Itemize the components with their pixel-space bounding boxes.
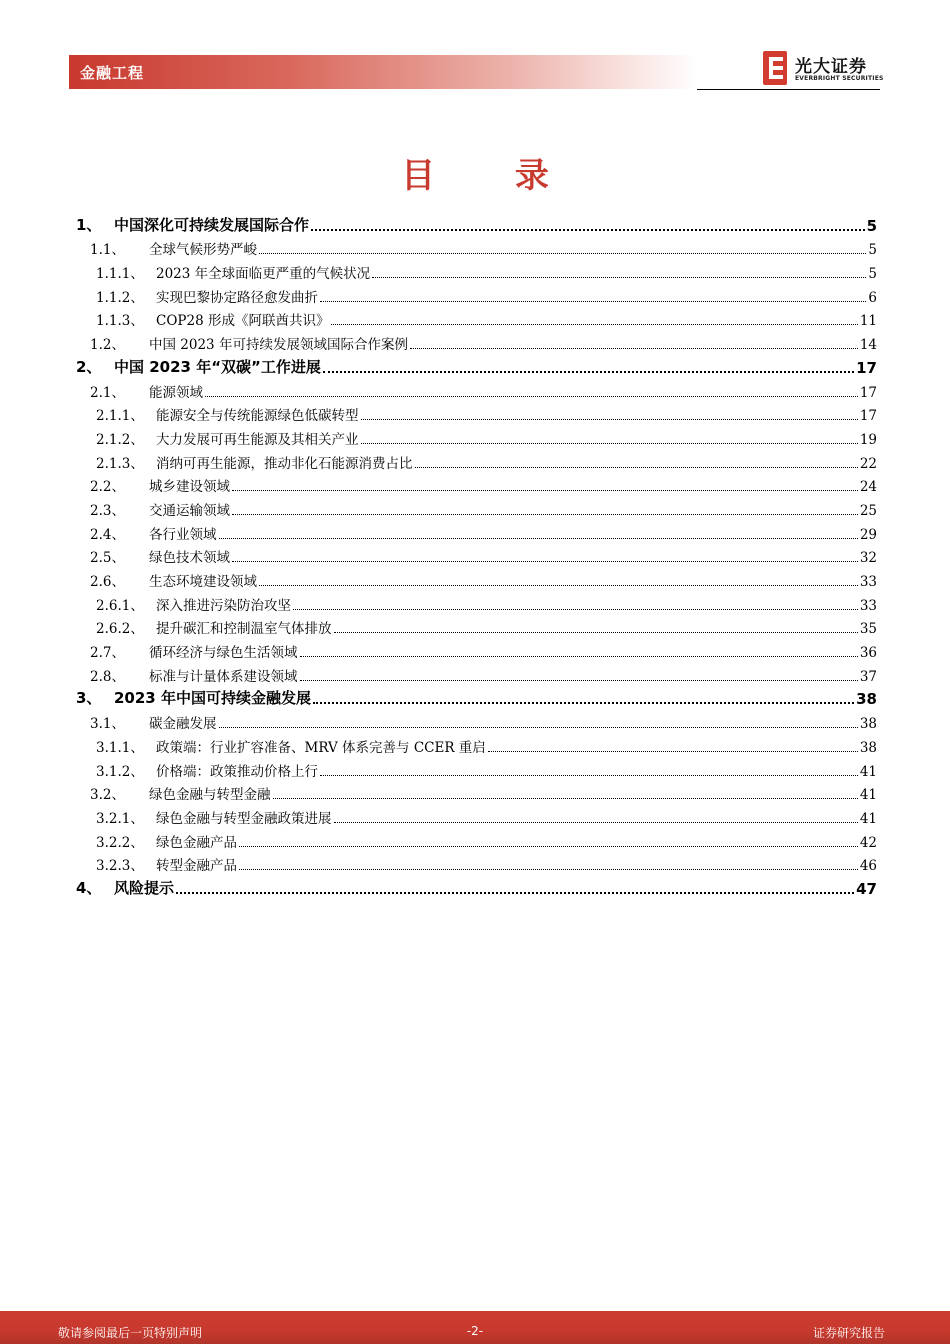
toc-entry[interactable] [71, 472, 877, 496]
toc-dot-leader [313, 701, 854, 704]
toc-entry-number: 2.6.1、 [96, 597, 144, 614]
toc-entry[interactable] [71, 211, 877, 235]
toc-entry-title: 风险提示 [114, 878, 175, 897]
toc-dot-leader [259, 252, 866, 254]
toc-entry[interactable] [71, 306, 877, 330]
toc-entry-title: 绿色金融与转型金融 [149, 787, 271, 804]
toc-entry-number: 3、 [76, 689, 102, 708]
toc-entry-page: 11 [859, 313, 877, 330]
toc-entry[interactable] [71, 637, 877, 661]
toc-entry-number: 2.7、 [90, 645, 125, 662]
toc-entry[interactable] [71, 803, 877, 827]
header-rule [697, 89, 880, 90]
toc-entry[interactable] [71, 732, 877, 756]
toc-entry-page: 5 [868, 242, 877, 259]
toc-entry-number: 2.1.1、 [96, 408, 144, 425]
toc-entry[interactable] [71, 874, 877, 898]
toc-entry[interactable] [71, 329, 877, 353]
toc-entry-number: 3.1.1、 [96, 739, 144, 756]
toc-dot-leader [488, 750, 858, 752]
toc-entry-title: 实现巴黎协定路径愈发曲折 [156, 289, 318, 306]
toc-dot-leader [205, 395, 858, 397]
toc-entry-title: 转型金融产品 [156, 858, 237, 875]
toc-entry[interactable] [71, 756, 877, 780]
toc-entry-number: 3.2.1、 [96, 810, 144, 827]
toc-entry-number: 2.6.2、 [96, 621, 144, 638]
toc-entry-number: 2.1、 [90, 384, 125, 401]
toc-entry-page: 22 [859, 455, 877, 472]
toc-entry-page: 33 [859, 597, 877, 614]
header-section-label: 金融工程 [80, 64, 145, 82]
toc-entry-title: 大力发展可再生能源及其相关产业 [156, 431, 359, 448]
toc-entry[interactable] [71, 851, 877, 875]
toc-entry[interactable] [71, 519, 877, 543]
toc-dot-leader [219, 726, 858, 728]
toc-entry-title: 提升碳汇和控制温室气体排放 [156, 621, 332, 638]
toc-entry[interactable] [71, 685, 877, 709]
toc-entry-page: 38 [859, 716, 877, 733]
toc-dot-leader [334, 631, 858, 633]
toc-entry[interactable] [71, 235, 877, 259]
toc-entry[interactable] [71, 282, 877, 306]
table-of-contents [71, 211, 877, 898]
page-title: 目 录 [401, 156, 583, 196]
toc-entry-title: 深入推进污染防治攻坚 [156, 597, 291, 614]
toc-entry[interactable] [71, 566, 877, 590]
toc-entry-page: 17 [859, 408, 877, 425]
toc-entry-page: 32 [859, 550, 877, 567]
toc-entry-title: 中国 2023 年可持续发展领域国际合作案例 [149, 337, 408, 354]
toc-dot-leader [415, 466, 858, 468]
brand-mark-icon [763, 51, 787, 85]
toc-entry-page: 5 [868, 266, 877, 283]
toc-entry[interactable] [71, 495, 877, 519]
toc-entry-number: 3.2.2、 [96, 834, 144, 851]
toc-dot-leader [300, 655, 858, 657]
toc-entry[interactable] [71, 258, 877, 282]
toc-entry-title: 2023 年中国可持续金融发展 [114, 689, 311, 708]
toc-entry-title: 中国 2023 年“双碳”工作进展 [114, 357, 321, 376]
toc-dot-leader [300, 679, 858, 681]
toc-entry-number: 3.1、 [90, 716, 125, 733]
toc-entry-title: 绿色金融产品 [156, 834, 237, 851]
toc-entry-number: 2、 [76, 357, 102, 376]
toc-entry-page: 38 [859, 739, 877, 756]
toc-dot-leader [232, 513, 858, 515]
toc-entry-number: 2.1.2、 [96, 431, 144, 448]
toc-entry-title: 全球气候形势严峻 [149, 242, 257, 259]
toc-entry-number: 2.6、 [90, 574, 125, 590]
toc-entry-page: 38 [856, 690, 877, 709]
toc-entry-title: 政策端：行业扩容准备、MRV 体系完善与 CCER 重启 [156, 739, 486, 756]
toc-dot-leader [259, 584, 858, 586]
toc-entry[interactable] [71, 424, 877, 448]
footer-disclaimer: 敬请参阅最后一页特别声明 [58, 1326, 203, 1340]
toc-entry-title: 中国深化可持续发展国际合作 [114, 215, 310, 234]
toc-entry-page: 41 [859, 810, 877, 827]
toc-dot-leader [334, 821, 858, 823]
toc-dot-leader [232, 560, 858, 562]
toc-entry-title: 标准与计量体系建设领域 [149, 668, 298, 685]
toc-entry-page: 25 [859, 502, 877, 519]
toc-dot-leader [323, 370, 854, 373]
brand-name-cn: 光大证券 [795, 57, 867, 77]
toc-entry-page: 17 [859, 384, 877, 401]
toc-entry-number: 1.1.1、 [96, 266, 144, 283]
toc-entry-number: 4、 [76, 878, 102, 897]
toc-entry-title: COP28 形成《阿联酋共识》 [156, 313, 330, 330]
toc-entry-title: 能源领域 [149, 384, 203, 401]
toc-entry-page: 35 [859, 621, 877, 638]
toc-entry-title: 绿色金融与转型金融政策进展 [156, 810, 332, 827]
toc-entry-title: 交通运输领域 [149, 502, 230, 519]
toc-entry[interactable] [71, 827, 877, 851]
toc-entry-title: 循环经济与绿色生活领域 [149, 645, 298, 662]
toc-entry-page: 14 [859, 337, 877, 354]
toc-entry-page: 41 [859, 787, 877, 804]
toc-entry-title: 能源安全与传统能源绿色低碳转型 [156, 408, 359, 425]
toc-entry-title: 碳金融发展 [149, 716, 217, 733]
toc-entry-number: 3.2、 [90, 787, 125, 804]
toc-dot-leader [372, 276, 866, 278]
toc-entry-page: 17 [856, 358, 877, 377]
toc-entry-page: 29 [859, 526, 877, 543]
toc-entry-page: 41 [859, 763, 877, 780]
toc-entry-page: 33 [859, 574, 877, 590]
header-band [69, 55, 697, 89]
toc-entry-number: 3.1.2、 [96, 763, 144, 780]
toc-entry-page: 42 [859, 834, 877, 851]
toc-entry-number: 1.1、 [90, 242, 125, 259]
toc-entry[interactable] [71, 448, 877, 472]
brand-logo [763, 51, 883, 87]
footer-page-number: -2- [466, 1324, 484, 1338]
toc-entry-number: 1.1.3、 [96, 313, 144, 330]
toc-entry-page: 24 [859, 479, 877, 496]
toc-dot-leader [320, 300, 866, 302]
toc-entry-page: 19 [859, 431, 877, 448]
toc-entry-number: 1、 [76, 215, 102, 234]
toc-entry-title: 价格端：政策推动价格上行 [156, 763, 318, 780]
toc-dot-leader [239, 868, 858, 870]
toc-dot-leader [361, 442, 858, 444]
toc-dot-leader [320, 774, 858, 776]
toc-entry[interactable] [71, 401, 877, 425]
toc-dot-leader [273, 797, 858, 799]
toc-entry[interactable] [71, 780, 877, 804]
brand-name-en: EVERBRIGHT SECURITIES [795, 75, 884, 82]
toc-dot-leader [293, 608, 858, 610]
toc-dot-leader [232, 489, 858, 491]
toc-entry-title: 绿色技术领域 [149, 550, 230, 567]
toc-entry-title: 各行业领域 [149, 526, 217, 543]
toc-dot-leader [239, 845, 858, 847]
toc-entry-number: 3.2.3、 [96, 858, 144, 875]
toc-entry[interactable] [71, 661, 877, 685]
toc-entry-title: 城乡建设领域 [149, 479, 230, 496]
toc-dot-leader [410, 347, 858, 349]
toc-entry[interactable] [71, 377, 877, 401]
toc-dot-leader [331, 323, 857, 325]
toc-entry-number: 1.2、 [90, 337, 125, 354]
footer-report-type: 证券研究报告 [812, 1326, 885, 1340]
toc-dot-leader [361, 418, 858, 420]
toc-entry-page: 36 [859, 645, 877, 662]
toc-entry-page: 46 [859, 858, 877, 875]
toc-entry-page: 6 [868, 289, 877, 306]
toc-entry[interactable] [71, 590, 877, 614]
toc-entry-number: 2.4、 [90, 526, 125, 543]
toc-entry-title: 消纳可再生能源，推动非化石能源消费占比 [156, 455, 413, 472]
toc-entry-title: 2023 年全球面临更严重的气候状况 [156, 266, 371, 283]
toc-entry-page: 37 [859, 668, 877, 685]
toc-entry-title: 生态环境建设领域 [149, 574, 257, 590]
toc-dot-leader [176, 891, 854, 894]
toc-entry-page: 47 [856, 879, 877, 898]
toc-entry-number: 2.5、 [90, 550, 125, 567]
toc-entry[interactable] [71, 708, 877, 732]
toc-entry[interactable] [71, 543, 877, 567]
toc-entry-number: 1.1.2、 [96, 289, 144, 306]
toc-entry-number: 2.3、 [90, 502, 125, 519]
toc-dot-leader [219, 537, 858, 539]
toc-entry-number: 2.2、 [90, 479, 125, 496]
toc-entry[interactable] [71, 353, 877, 377]
toc-dot-leader [311, 228, 865, 231]
toc-entry[interactable] [71, 614, 877, 638]
toc-entry-page: 5 [866, 216, 877, 235]
toc-entry-number: 2.8、 [90, 668, 125, 685]
toc-entry-number: 2.1.3、 [96, 455, 144, 472]
